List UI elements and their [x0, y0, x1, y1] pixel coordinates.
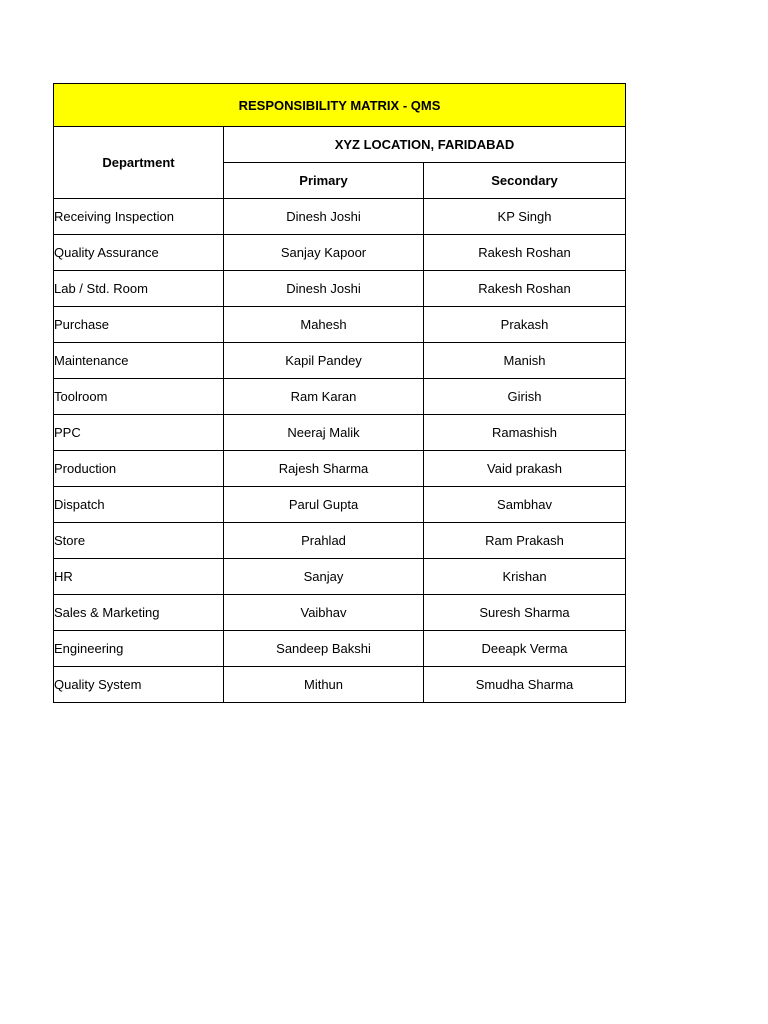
secondary-cell: Rakesh Roshan: [424, 271, 626, 307]
table-row: [54, 343, 626, 379]
primary-cell: Mithun: [224, 667, 424, 703]
location-header: XYZ LOCATION, FARIDABAD: [224, 127, 626, 163]
primary-cell: Ram Karan: [224, 379, 424, 415]
department-cell: Lab / Std. Room: [54, 271, 224, 307]
title-row: [54, 84, 626, 127]
table-row: [54, 271, 626, 307]
primary-cell: Rajesh Sharma: [224, 451, 424, 487]
department-cell: Store: [54, 523, 224, 559]
table-row: [54, 559, 626, 595]
department-column-header: Department: [54, 127, 224, 199]
primary-cell: Kapil Pandey: [224, 343, 424, 379]
secondary-cell: Vaid prakash: [424, 451, 626, 487]
secondary-cell: Prakash: [424, 307, 626, 343]
table-row: [54, 451, 626, 487]
secondary-cell: Ramashish: [424, 415, 626, 451]
secondary-cell: Girish: [424, 379, 626, 415]
primary-cell: Mahesh: [224, 307, 424, 343]
table-row: [54, 595, 626, 631]
table-row: [54, 307, 626, 343]
table-row: [54, 631, 626, 667]
primary-cell: Dinesh Joshi: [224, 271, 424, 307]
table-row: [54, 199, 626, 235]
primary-cell: Vaibhav: [224, 595, 424, 631]
primary-cell: Neeraj Malik: [224, 415, 424, 451]
secondary-cell: Suresh Sharma: [424, 595, 626, 631]
department-cell: PPC: [54, 415, 224, 451]
department-cell: HR: [54, 559, 224, 595]
department-cell: Receiving Inspection: [54, 199, 224, 235]
primary-cell: Sanjay: [224, 559, 424, 595]
secondary-cell: Deeapk Verma: [424, 631, 626, 667]
primary-cell: Sandeep Bakshi: [224, 631, 424, 667]
secondary-cell: Ram Prakash: [424, 523, 626, 559]
secondary-cell: KP Singh: [424, 199, 626, 235]
primary-column-header: Primary: [224, 163, 424, 199]
primary-cell: Dinesh Joshi: [224, 199, 424, 235]
department-cell: Quality System: [54, 667, 224, 703]
secondary-cell: Manish: [424, 343, 626, 379]
matrix-title: RESPONSIBILITY MATRIX - QMS: [54, 84, 626, 127]
department-cell: Purchase: [54, 307, 224, 343]
secondary-cell: Sambhav: [424, 487, 626, 523]
responsibility-matrix-table: [53, 83, 626, 703]
secondary-cell: Rakesh Roshan: [424, 235, 626, 271]
table-row: [54, 379, 626, 415]
department-cell: Engineering: [54, 631, 224, 667]
table-row: [54, 235, 626, 271]
secondary-cell: Smudha Sharma: [424, 667, 626, 703]
department-cell: Dispatch: [54, 487, 224, 523]
secondary-cell: Krishan: [424, 559, 626, 595]
table-row: [54, 523, 626, 559]
department-cell: Sales & Marketing: [54, 595, 224, 631]
primary-cell: Sanjay Kapoor: [224, 235, 424, 271]
table-row: [54, 415, 626, 451]
primary-cell: Parul Gupta: [224, 487, 424, 523]
primary-cell: Prahlad: [224, 523, 424, 559]
department-cell: Production: [54, 451, 224, 487]
secondary-column-header: Secondary: [424, 163, 626, 199]
location-header-row: [54, 127, 626, 163]
table-row: [54, 487, 626, 523]
department-cell: Toolroom: [54, 379, 224, 415]
department-cell: Maintenance: [54, 343, 224, 379]
table-row: [54, 667, 626, 703]
department-cell: Quality Assurance: [54, 235, 224, 271]
